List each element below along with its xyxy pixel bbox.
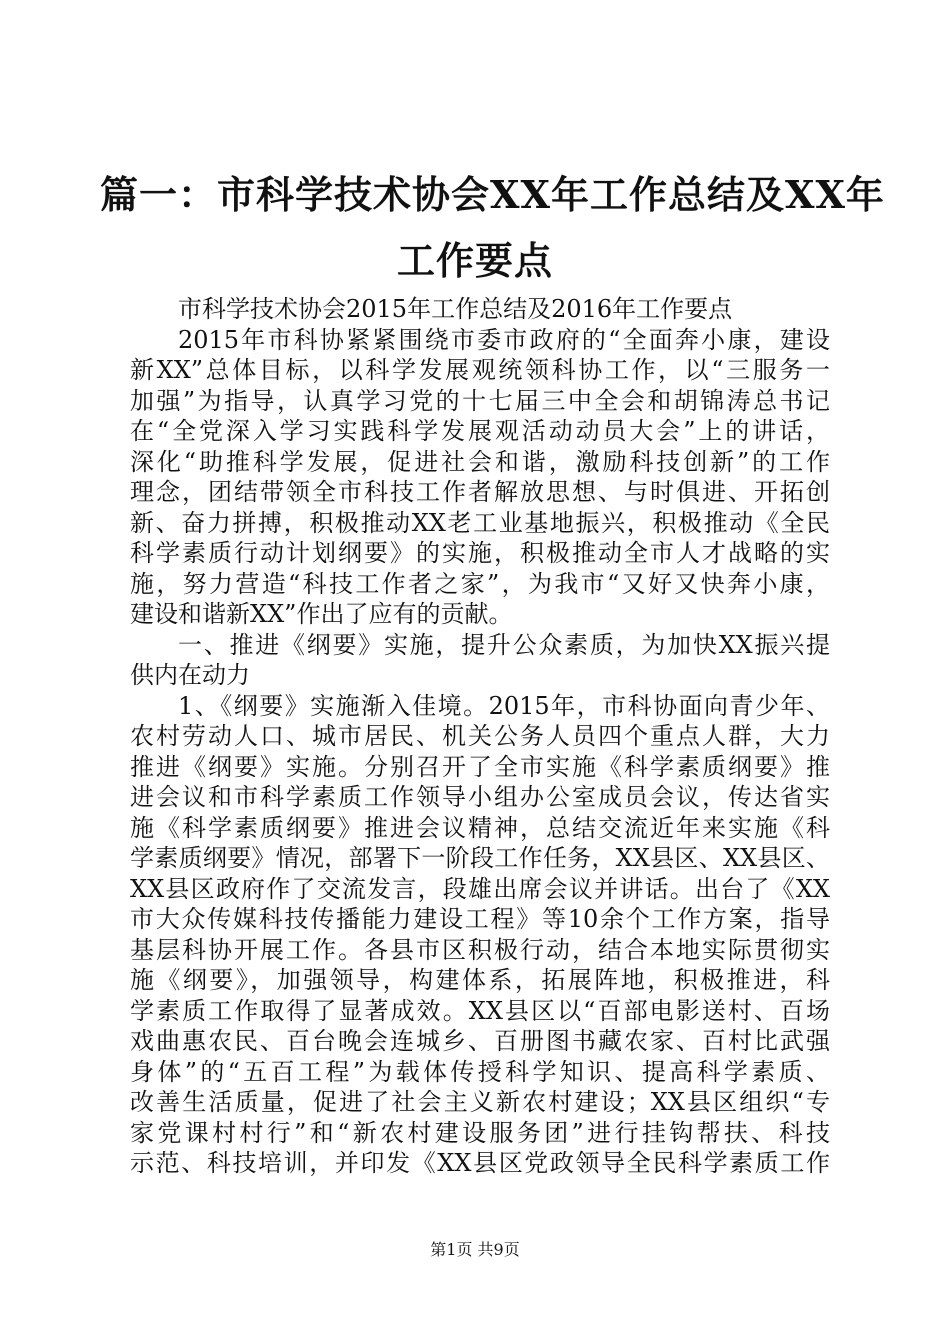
body-text-line: 新、奋力拼搏，积极推动XX老工业基地振兴，积极推动《全民 — [130, 508, 830, 537]
body-text-line: 施《纲要》，加强领导，构建体系，拓展阵地，积极推进，科 — [130, 966, 830, 994]
body-text-line: 身体”的“五百工程”为载体传授科学知识、提高科学素质、 — [130, 1057, 830, 1086]
body-text-line: 加强”为指导，认真学习党的十七届三中全会和胡锦涛总书记 — [130, 386, 830, 415]
body-text-line: 学素质纲要》情况，部署下一阶段工作任务，XX县区、XX县区、 — [130, 844, 830, 872]
body-text-line: 2015年市科协紧紧围绕市委市政府的“全面奔小康，建设 — [178, 325, 830, 354]
body-text-line: 学素质工作取得了显著成效。XX县区以“百部电影送村、百场 — [130, 996, 830, 1025]
body-text-line: 1、《纲要》实施渐入佳境。2015年，市科协面向青少年、 — [178, 691, 830, 720]
body-text-line: 一、推进《纲要》实施，提升公众素质，为加快XX振兴提 — [178, 630, 830, 659]
body-text-line: 基层科协开展工作。各县市区积极行动，结合本地实际贯彻实 — [130, 935, 830, 964]
body-text-line: 改善生活质量，促进了社会主义新农村建设；XX县区组织“专 — [130, 1088, 830, 1116]
body-text-line: 深化“助推科学发展，促进社会和谐，激励科技创新”的工作 — [130, 447, 830, 476]
body-text-line: 家党课村村行”和“新农村建设服务团”进行挂钩帮扶、科技 — [130, 1118, 830, 1147]
page-number-footer: 第1页 共9页 — [430, 1240, 520, 1259]
body-text-line: 推进《纲要》实施。分别召开了全市实施《科学素质纲要》推 — [130, 752, 830, 781]
body-text-line: 供内在动力 — [130, 661, 250, 689]
title-line: 篇一：市科学技术协会XX年工作总结及XX年 — [100, 172, 885, 217]
body-text-line: 新XX”总体目标，以科学发展观统领科协工作，以“三服务一 — [130, 356, 830, 384]
body-text-line: 建设和谐新XX”作出了应有的贡献。 — [130, 600, 513, 628]
body-text-line: 进会议和市科学素质工作领导小组办公室成员会议，传达省实 — [130, 783, 830, 811]
body-text-line: 施，努力营造“科技工作者之家”，为我市“又好又快奔小康， — [130, 569, 830, 598]
body-text-line: 示范、科技培训，并印发《XX县区党政领导全民科学素质工作 — [130, 1149, 830, 1177]
body-text-line: 施《科学素质纲要》推进会议精神，总结交流近年来实施《科 — [130, 813, 830, 842]
document-body — [130, 294, 830, 1179]
body-text-line: 在“全党深入学习实践科学发展观活动动员大会”上的讲话， — [130, 417, 830, 445]
body-text-line: XX县区政府作了交流发言，段雄出席会议并讲话。出台了《XX — [130, 874, 830, 903]
body-text-line: 市大众传媒科技传播能力建设工程》等10余个工作方案，指导 — [130, 905, 830, 933]
body-text-line: 戏曲惠农民、百台晚会连城乡、百册图书藏农家、百村比武强 — [130, 1027, 830, 1055]
document-title — [100, 162, 885, 294]
body-text-line: 科学素质行动计划纲要》的实施，积极推动全市人才战略的实 — [130, 539, 830, 567]
title-line: 工作要点 — [396, 238, 553, 283]
body-text-line: 市科学技术协会2015年工作总结及2016年工作要点 — [178, 295, 733, 323]
body-text-line: 理念，团结带领全市科技工作者解放思想、与时俱进、开拓创 — [130, 478, 830, 506]
body-text-line: 农村劳动人口、城市居民、机关公务人员四个重点人群，大力 — [130, 722, 830, 750]
